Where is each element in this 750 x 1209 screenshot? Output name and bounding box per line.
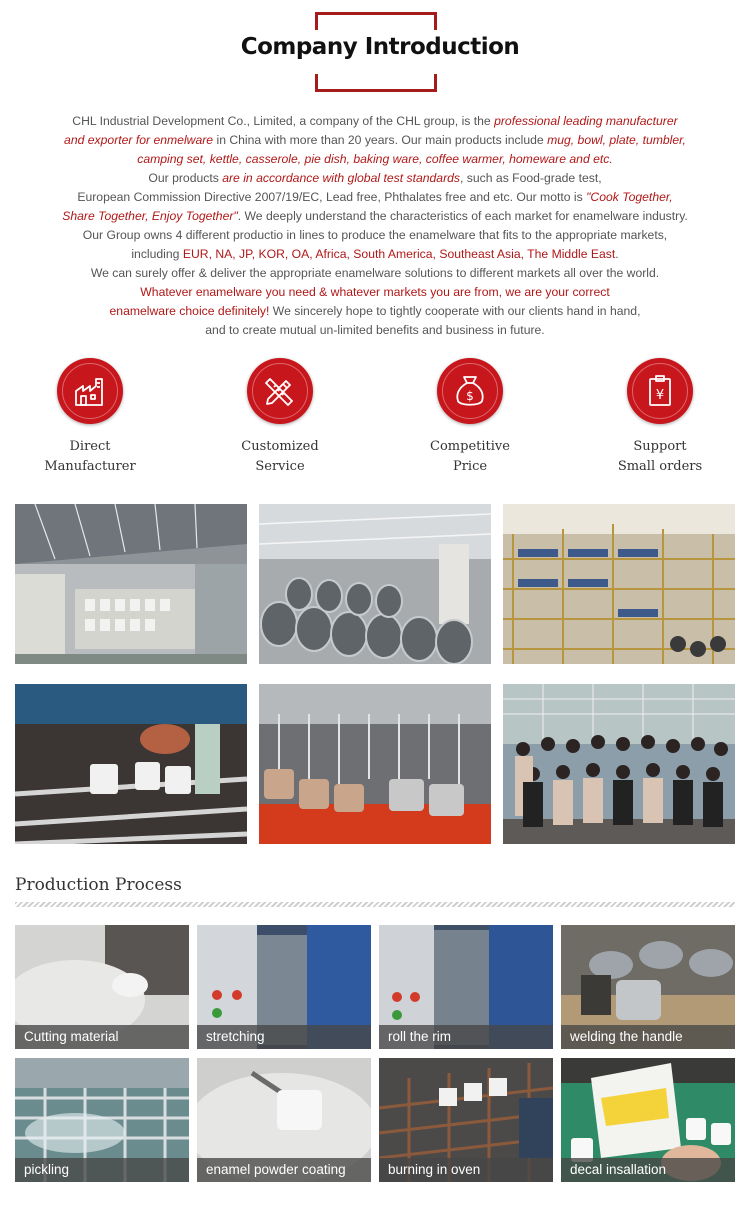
section-divider bbox=[15, 902, 735, 907]
intro-line bbox=[30, 207, 720, 226]
process-step-decal-installation bbox=[561, 1058, 735, 1182]
intro-text-segment: , such as Food-grade test, bbox=[460, 171, 602, 185]
design-tools-icon bbox=[247, 358, 313, 424]
intro-line bbox=[30, 264, 720, 283]
process-step-caption: decal insallation bbox=[561, 1158, 735, 1182]
intro-text-segment: . bbox=[615, 247, 619, 261]
intro-line bbox=[30, 321, 720, 340]
intro-line bbox=[30, 226, 720, 245]
feature-label-line2: Price bbox=[452, 459, 488, 474]
feature-label-line2: Manufacturer bbox=[44, 459, 136, 474]
intro-text-segment: Share Together, Enjoy Together" bbox=[62, 209, 238, 223]
feature-customized-service bbox=[205, 358, 355, 477]
feature-label-line1: Support bbox=[633, 439, 687, 454]
process-step-caption: pickling bbox=[15, 1158, 189, 1182]
intro-text-segment: and to create mutual un-limited benefits and business in future. bbox=[205, 323, 545, 337]
page-title: Company Introduction bbox=[240, 34, 520, 60]
process-step-caption: roll the rim bbox=[379, 1025, 553, 1049]
feature-label-line1: Direct bbox=[69, 439, 111, 454]
process-step-welding bbox=[561, 925, 735, 1049]
production-process-title: Production Process bbox=[15, 875, 182, 895]
feature-label-line1: Competitive bbox=[430, 439, 510, 454]
feature-label-line2: Small orders bbox=[617, 459, 703, 474]
section-title-block bbox=[0, 12, 750, 94]
intro-text-segment: mug, bowl, plate, tumbler, bbox=[547, 133, 686, 147]
intro-text-segment: camping set, kettle, casserole, pie dish, baking ware, coffee warmer, homeware and etc. bbox=[137, 152, 613, 166]
factory-photo-mugs-conveyor bbox=[15, 684, 247, 844]
intro-text-segment: We can surely offer & deliver the appropriate enamelware solutions to different markets all over the world. bbox=[90, 266, 660, 280]
intro-line bbox=[30, 131, 720, 150]
title-bracket-top bbox=[315, 12, 437, 30]
features-row bbox=[0, 358, 750, 478]
feature-direct-manufacturer bbox=[15, 358, 165, 477]
feature-label-line2: Service bbox=[255, 459, 305, 474]
intro-text-segment: Our products bbox=[148, 171, 223, 185]
yen-order-icon bbox=[627, 358, 693, 424]
feature-competitive-price bbox=[395, 358, 545, 477]
factory-icon bbox=[57, 358, 123, 424]
process-step-stretching bbox=[197, 925, 371, 1049]
intro-text-segment: and exporter for enmelware bbox=[64, 133, 214, 147]
intro-text-segment: "Cook Together, bbox=[586, 190, 673, 204]
intro-text-segment: enamelware choice definitely! bbox=[109, 304, 270, 318]
intro-line bbox=[30, 188, 720, 207]
factory-photo-team bbox=[503, 684, 735, 844]
process-step-caption: stretching bbox=[197, 1025, 371, 1049]
intro-line bbox=[30, 302, 720, 321]
feature-label-line1: Customized bbox=[241, 439, 319, 454]
factory-photo-drying-racks bbox=[503, 504, 735, 664]
svg-text:¥: ¥ bbox=[655, 388, 665, 403]
intro-line bbox=[30, 150, 720, 169]
intro-line bbox=[30, 283, 720, 302]
intro-text-segment: are in accordance with global test standards bbox=[222, 171, 461, 185]
factory-photo-kettles-hanging bbox=[259, 684, 491, 844]
process-step-caption: enamel powder coating bbox=[197, 1158, 371, 1182]
factory-photo-steel-coils bbox=[259, 504, 491, 664]
title-bracket-bottom bbox=[315, 74, 437, 92]
intro-line bbox=[30, 245, 720, 264]
intro-text-segment: Our Group owns 4 different productio in lines to produce the enamelware that fits to the appropriate markets, bbox=[82, 228, 668, 242]
process-step-cutting bbox=[15, 925, 189, 1049]
process-step-pickling bbox=[15, 1058, 189, 1182]
process-step-caption: burning in oven bbox=[379, 1158, 553, 1182]
feature-small-orders bbox=[585, 358, 735, 477]
process-step-caption: welding the handle bbox=[561, 1025, 735, 1049]
intro-text-segment: . We deeply understand the characteristics of each market for enamelware industry. bbox=[237, 209, 688, 223]
money-bag-icon bbox=[437, 358, 503, 424]
intro-text-segment: in China with more than 20 years. Our main products include bbox=[213, 133, 548, 147]
intro-text-segment: Whatever enamelware you need & whatever markets you are from, we are your correct bbox=[140, 285, 610, 299]
factory-photo-workshop bbox=[15, 504, 247, 664]
intro-line bbox=[30, 169, 720, 188]
intro-text-segment: We sincerely hope to tightly cooperate with our clients hand in hand, bbox=[269, 304, 641, 318]
intro-text-segment: European Commission Directive 2007/19/EC, Lead free, Phthalates free and etc. Our motto is bbox=[77, 190, 587, 204]
intro-text-segment: CHL Industrial Development Co., Limited, a company of the CHL group, is the bbox=[72, 114, 495, 128]
process-step-enamel-coating bbox=[197, 1058, 371, 1182]
process-step-burning-oven bbox=[379, 1058, 553, 1182]
svg-text:$: $ bbox=[466, 389, 474, 403]
intro-text-segment: professional leading manufacturer bbox=[494, 114, 678, 128]
company-intro-text bbox=[30, 112, 720, 340]
intro-line bbox=[30, 112, 720, 131]
intro-text-segment: including bbox=[131, 247, 183, 261]
intro-text-segment: EUR, NA, JP, KOR, OA, Africa, South America, Southeast Asia, The Middle East bbox=[182, 247, 616, 261]
process-step-roll-rim bbox=[379, 925, 553, 1049]
process-step-caption: Cutting material bbox=[15, 1025, 189, 1049]
